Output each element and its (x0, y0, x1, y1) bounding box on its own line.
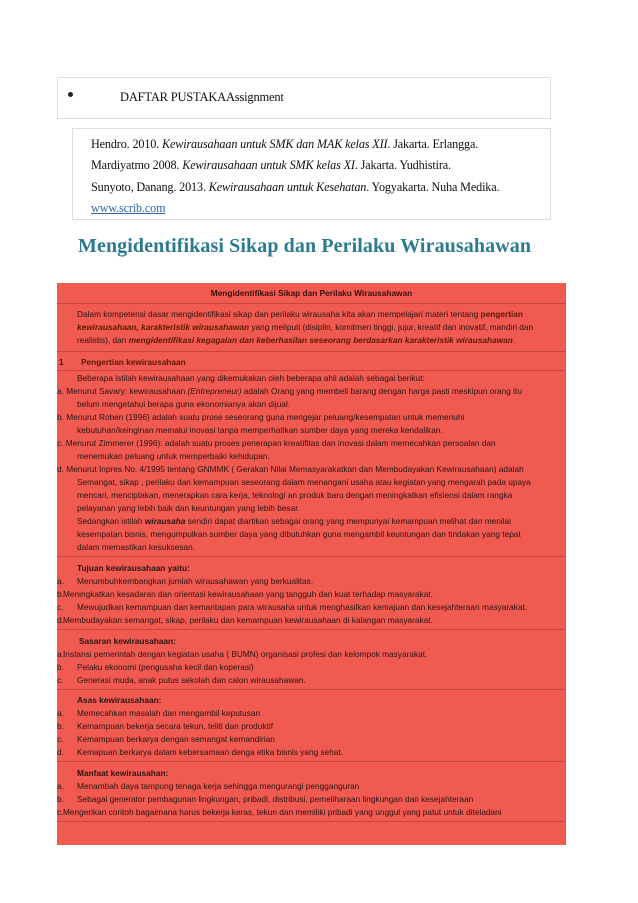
doc-intro-line-1: Dalam kompetensi dasar mengidentifikasi sikap dan perilaku wirausaha kita akan mempelajari materi tentang pengertian (77, 309, 523, 319)
list-item: c. Generasi muda, anak putus sekolah dan calon wirausahawan. (57, 675, 306, 685)
doc-title: Mengidentifikasi Sikap dan Perilaku Wirausahawan (210, 288, 413, 298)
bullet-box (57, 77, 551, 119)
doc-intro-line-2: kewirausahaan, karakteristik wirausahawan yang meliputi (disiplin, komitmen tinggi, jujur, kreatif dan inovatif, mandiri dan (77, 322, 534, 332)
bullet-icon (68, 92, 73, 97)
list-item: a. Memecahkan masalah dan mengambil keputusan (57, 708, 261, 718)
list-item: b. Sebagai generator pembagunan lingkungan, pribadi, distribusi, pemeliharaan lingkungan dan kesejahteraan (57, 794, 474, 804)
reference-item: Sunyoto, Danang. 2013. Kewirausahaan untuk Kesehatan. Yogyakarta. Nuha Medika. (91, 180, 500, 194)
subsection-heading: Asas kewirausahaan: (77, 695, 162, 705)
reference-list (72, 128, 551, 220)
list-item: a. Instansi pemerintah dengan kegiatan usaha ( BUMN) organisasi profesi dan kelompok masyarakat. (57, 649, 428, 659)
list-item: b. Meningkatkan kesadaran dan orientasi kewirausahaan yang tangguh dan kuat terhadap masyarakat. (57, 589, 433, 599)
doc-rule (57, 370, 566, 371)
subsection-heading: Sasaran kewirausahaan: (79, 636, 176, 646)
subsection-heading: Tujuan kewirausahaan yaitu: (77, 563, 190, 573)
doc-line: d. Menurut Inpres No. 4/1995 tentang GNMMK ( Gerakan Nilai Memasyarakatkan dan Membudayakan Kewirausahaan) adalah (57, 464, 524, 474)
doc-line: belum mengetahui berapa guna ekonomianya akan dijual. (77, 399, 291, 409)
doc-line: pelayanan yang lebih baik dan keuntungan yang lebih besar. (77, 503, 300, 513)
doc-line: dalam memastikan kesuksesan. (77, 542, 196, 552)
doc-line: Beberapa istilah kewirausahaan yang dikemukakan oleh beberapa ahli adalah sebagai berikut: (77, 373, 425, 383)
doc-line: menemukan peluang untuk memperbaiki kehidupan. (77, 451, 270, 461)
doc-rule (57, 689, 566, 690)
list-item: d. Kemapuan berkarya dalam kebersamaan denga etika bisnis yang sehat. (57, 747, 344, 757)
doc-rule (57, 761, 566, 762)
doc-rule (57, 629, 566, 630)
list-item: c. Mewujudkan kemampuan dan kemantapan para wirausaha untuk menghasilkan kemajuan dan kesejahteraan masyarakat. (57, 602, 528, 612)
doc-intro-line-3: realistis), dan mengidentifikasi kegagalan dan keberhasilan seseorang berdasarkan karakteristik wirausahawan. (77, 335, 516, 345)
section-heading: Pengertian kewirausahaan (81, 357, 186, 367)
bullet-text: DAFTAR PUSTAKAAssignment (120, 90, 284, 104)
doc-rule (57, 303, 566, 304)
list-item: c. Mengerikan contoh bagaimana harus bekerja keras, tekun dan memiliki pribadi yang unggul yang patut untuk diteladani (57, 807, 502, 817)
doc-line: Semangat, sikap , perilaku dan kemampuan seseorang dalam menangani usaha atau kegiatan yang mengarah pada upaya (77, 477, 531, 487)
reference-link-row (91, 201, 165, 216)
reference-item: Mardiyatmo 2008. Kewirausahaan untuk SMK kelas XI. Jakarta. Yudhistira. (91, 158, 451, 172)
list-item: c. Kemampuan berkarya dengan semangat kemandirian (57, 734, 275, 744)
doc-rule (57, 351, 566, 352)
reference-link[interactable]: www.scrib.com (91, 201, 166, 215)
reference-item: Hendro. 2010. Kewirausahaan untuk SMK dan MAK kelas XII. Jakarta. Erlangga. (91, 137, 479, 151)
doc-line: c. Menurut Zimmerer (1996): adalah suatu proses penerapan kreatifitas dan inovasi dalam memecahkan persoalan dan (57, 438, 496, 448)
doc-line: kesempatan bisnis, mengumpulkan sumber daya yang dibutuhkan guna mengambil keuntungan dan tindakan yang tepat (77, 529, 521, 539)
list-item: d. Membudayakan semangat, sikap, perilaku dan kemampuan kewirausahaan di kalangan masyarakat. (57, 615, 433, 625)
document-image (57, 283, 566, 845)
section-number: 1 (59, 357, 64, 367)
list-item: a. Menumbuhkembangkan jumlah wirausahawan yang berkualitas. (57, 576, 314, 586)
list-item: b. Kemampuan bekerja secara tekun, teliti dan produktif (57, 721, 274, 731)
doc-line: mencari, menciptakan, menerapkan cara kerja, teknologi an produk baru dengan meningkatkan efisiensi dalam rangka (77, 490, 513, 500)
doc-line: Sedangkan istilah wirausaha sendiri dapat diartikan sebagai orang yang mempunyai kemampuan melihat dan menilai (77, 516, 512, 526)
page-title: Mengidentifikasi Sikap dan Perilaku Wirausahawan (78, 235, 532, 257)
doc-line: kebutuhan/keinginan memalui inovasi tanpa memperhatikan sumber daya yang mereka kendalikan. (77, 425, 443, 435)
doc-line: b. Menurut Roben (1996) adalah suatu prose seseorang guna mengejar peluang/kesempatan untuk memenuhi (57, 412, 465, 422)
doc-line: a. Menurut Savary: kewirausahaan (Entrepreneur) adalah Orang yang membeli barang dengan harga pasti meskipun orang itu (57, 386, 522, 396)
list-item: a. Menambah daya tampung tenaga kerja sehingga mengurangi pengganguran (57, 781, 360, 791)
list-item: b. Pelaku ekonomi (pengusaha kecil dan koperasi) (57, 662, 254, 672)
doc-rule (57, 821, 566, 822)
doc-rule (57, 556, 566, 557)
subsection-heading: Manfaat kewirausahan: (77, 768, 169, 778)
